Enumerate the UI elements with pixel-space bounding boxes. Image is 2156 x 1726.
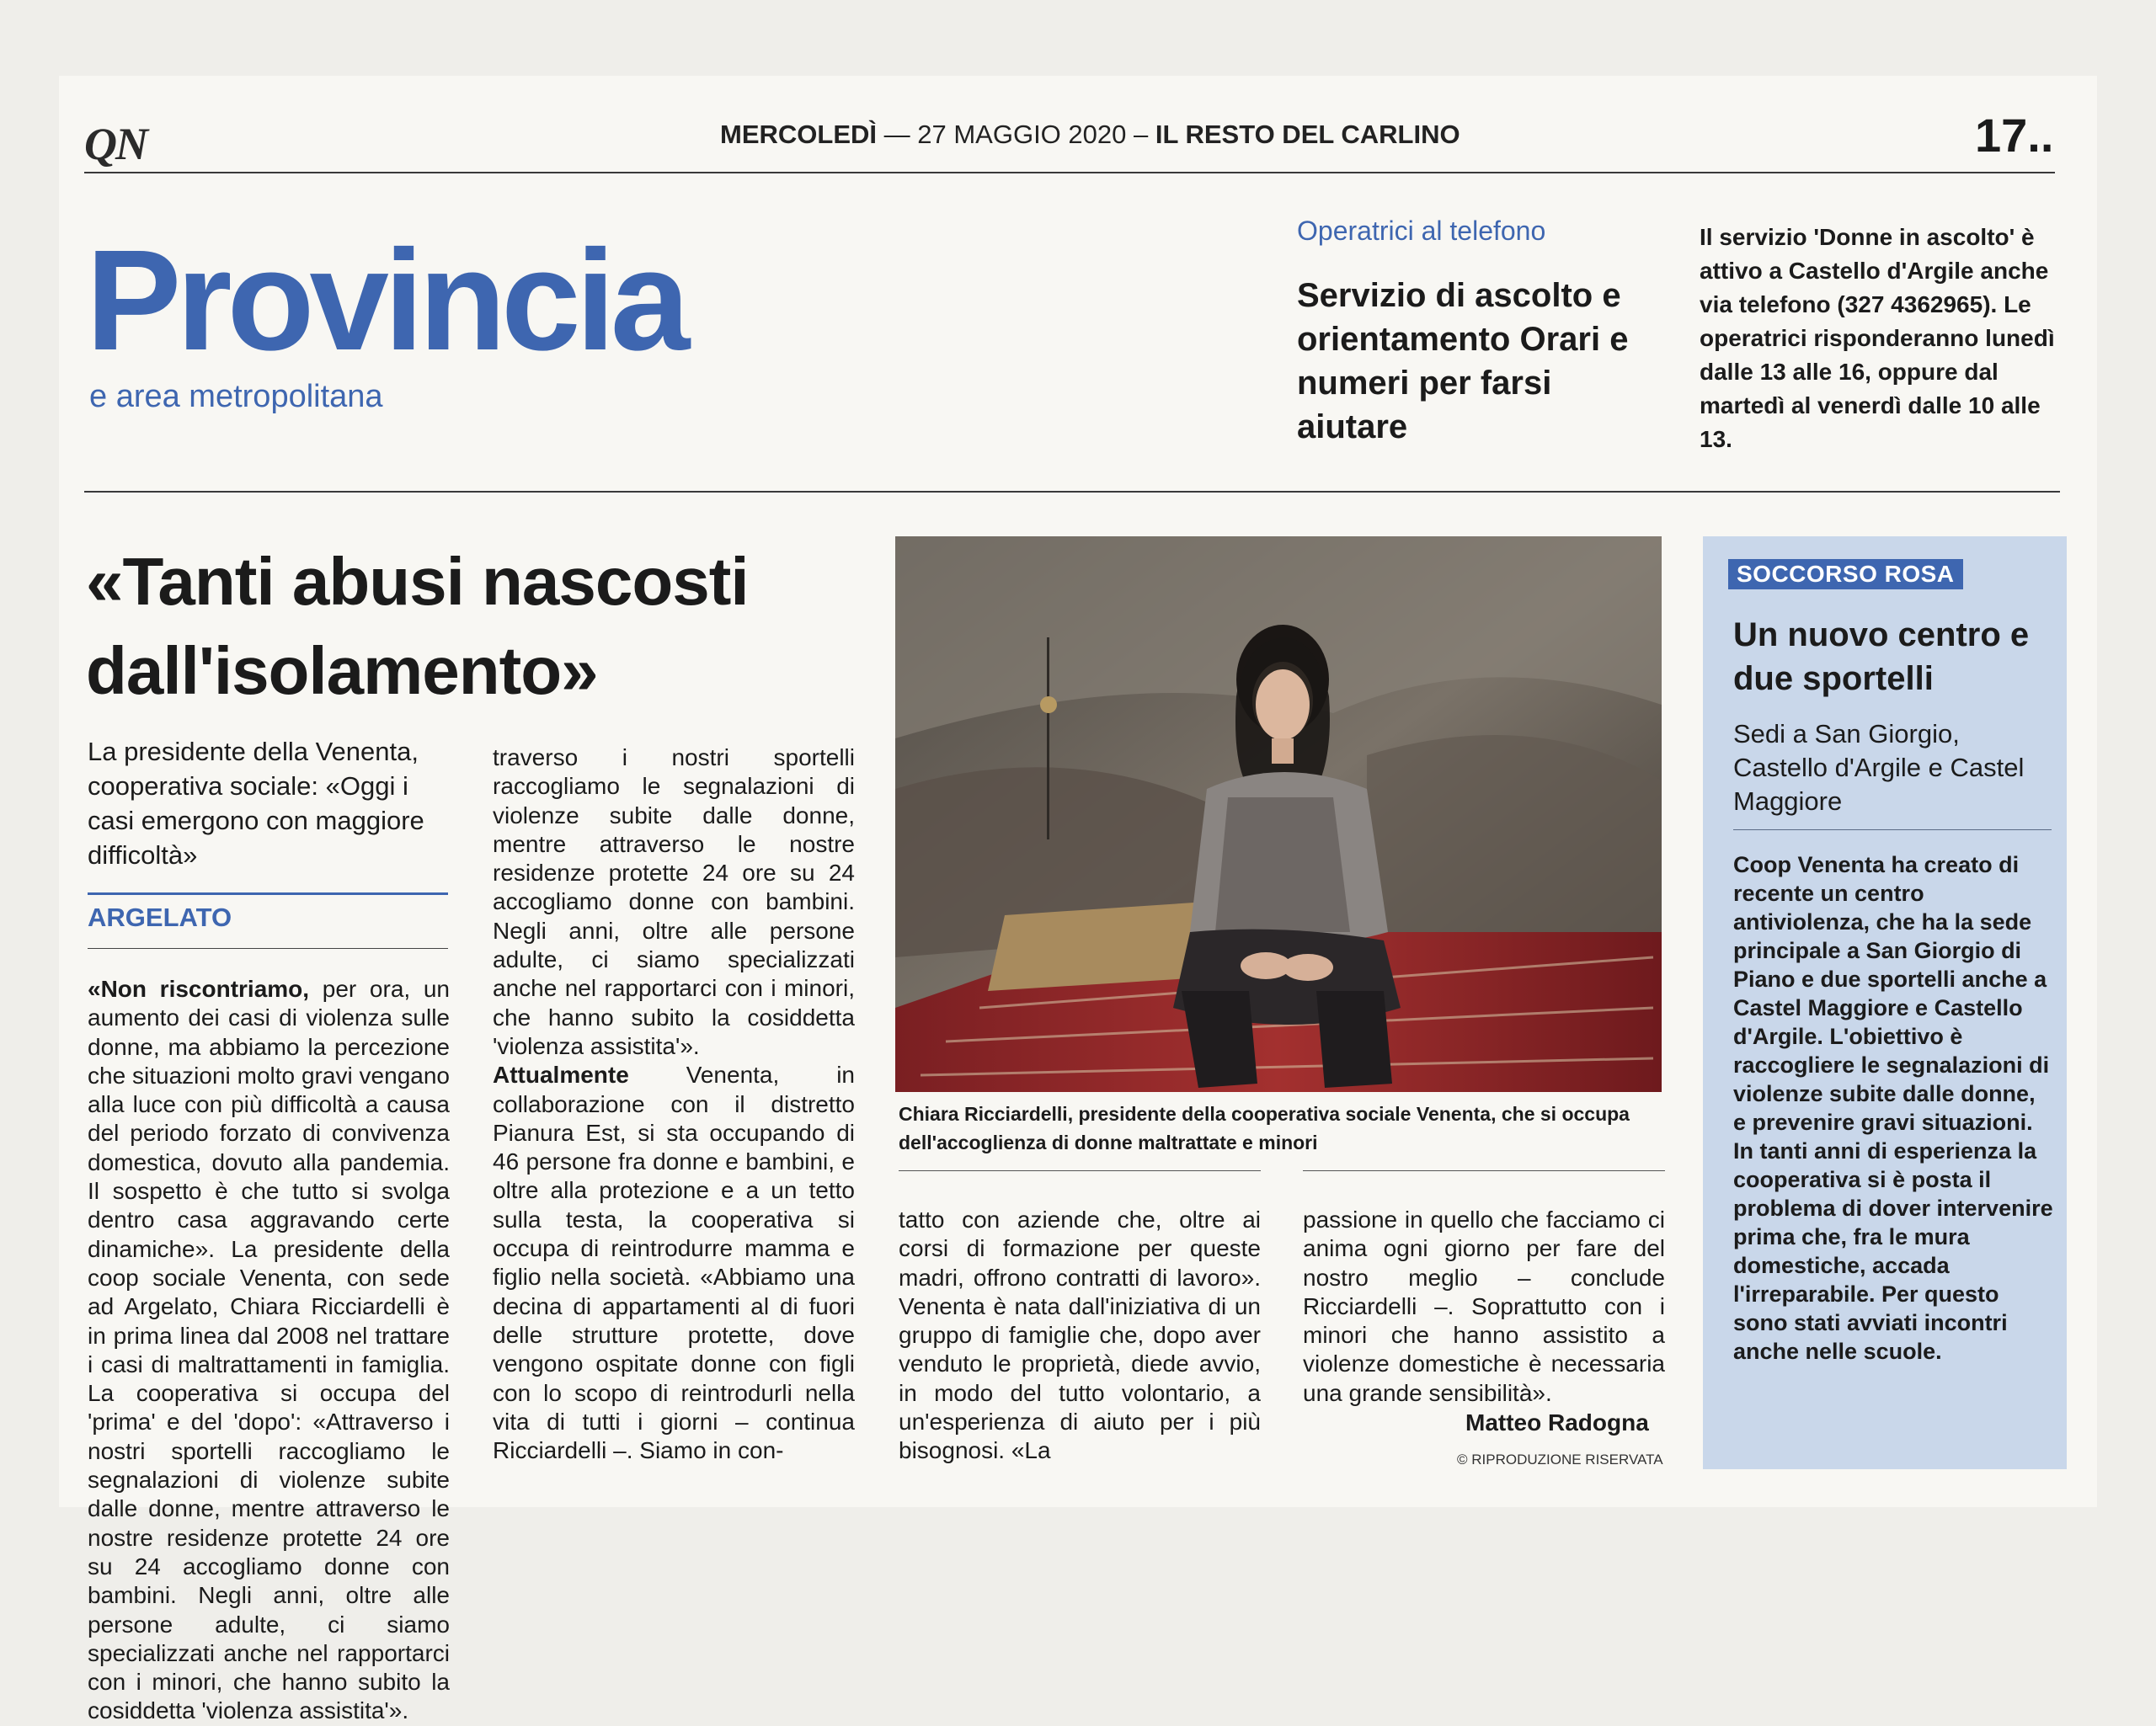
article-column-3-text: tatto con aziende che, oltre ai corsi di formazione per queste madri, offrono contratti di lavoro». Venenta è nata dall'iniziativa di un gruppo di famiglie che, dopo aver venduto le proprietà, diede avvio, in modo del tutto volontario, a un'esperienza di aiuto per i più bisognosi. «La	[899, 1207, 1261, 1464]
article-headline: «Tanti abusi nascosti dall'isolamento»	[86, 544, 749, 708]
sidebar-title: Un nuovo centro e due sportelli	[1733, 616, 2030, 697]
article-column-3	[899, 1206, 1261, 1466]
article-deck: La presidente della Venenta, cooperativa sociale: «Oggi i casi emergono con maggiore difficoltà»	[88, 737, 424, 870]
article-place: ARGELATO	[88, 903, 232, 932]
qn-logo: QN	[84, 119, 147, 169]
info-kicker: Operatrici al telefono	[1297, 216, 1546, 246]
info-text: Il servizio 'Donne in ascolto' è attivo a Castello d'Argile anche via telefono (327 4362965). Le operatrici risponderanno lunedì dalle 13 alle 16, oppure dal martedì al venerdì dalle 10 alle 13.	[1700, 224, 2055, 452]
article-lead-2: Attualmente	[493, 1062, 629, 1089]
page-number: 17..	[1975, 109, 2054, 162]
article-column-2: traverso i nostri sportelli raccogliamo le segnalazioni di violenze subite dalle donne, mentre attraverso le nostre residenze protette 24 ore su 24 accogliamo donne con bambini. Negli anni, oltre alle persone adulte, ci siamo specializzati anche nel rapportarci con i minori, che hanno subito la cosiddetta 'violenza assistita'». Attualmente Venenta, in collaborazione con il distretto Pianura Est, si sta occupando di 46 persone fra donne e bambini, e oltre alla protezione e a un tetto sulla testa, la cooperativa si occupa di reintrodurre mamma e figlio nella società. «Abbiamo una decina di appartamenti al di fuori delle strutture protette, dove vengono ospitate donne con figli con lo scopo di reintrodurli nella vita di tutti i giorni – continua Ricciardelli –. Siamo in con-	[493, 744, 855, 1464]
header-rule	[84, 172, 2055, 173]
info-title: Servizio di ascolto e orientamento Orari e numeri per farsi aiutare	[1297, 277, 1629, 445]
dateline-day: MERCOLEDÌ	[720, 120, 877, 149]
article-text-part-1: per ora, un aumento dei casi di violenza sulle donne, ma abbiamo la percezione che situazioni molto gravi vengano alla luce con più difficoltà a causa del periodo forzato di convivenza domestica, dovuto alla pandemia. Il sospetto è che tutto si svolga dentro casa aggravando certe dinamiche». La presidente della coop sociale Venenta, con sede ad Argelato, Chiara Ricciardelli è in prima linea dal 2008 nel trattare i casi di maltrattamenti in famiglia. La cooperativa si occupa del 'prima' e del 'dopo': «Attraverso i nostri sportelli raccogliamo le segnalazioni di violenze subite dalle donne, mentre attraverso le nostre residenze protette 24 ore su 24 accogliamo donne con bambini. Negli anni, oltre alle persone adulte, ci siamo specializzati anche nel rapportarci con i minori, che hanno subito la cosiddetta 'violenza assistita'».	[88, 976, 450, 1724]
sidebar-subtitle: Sedi a San Giorgio, Castello d'Argile e Castel Maggiore	[1733, 719, 2025, 816]
photo-caption: Chiara Ricciardelli, presidente della cooperativa sociale Venenta, che si occupa dell'accoglienza di donne maltrattate e minori	[899, 1103, 1630, 1153]
place-rule	[88, 948, 448, 949]
column-4-rule	[1303, 1170, 1665, 1171]
deck-rule	[88, 892, 448, 895]
sidebar-rule	[1733, 829, 2052, 830]
column-3-rule	[899, 1170, 1261, 1171]
dateline	[720, 120, 1460, 150]
sidebar-body: Coop Venenta ha creato di recente un centro antiviolenza, che ha la sede principale a San Giorgio di Piano e due sportelli anche a Castel Maggiore e Castello d'Argile. L'obiettivo è raccogliere le segnalazioni di violenze subite dalle donne, e prevenire gravi situazioni. In tanti anni di esperienza la cooperativa si è posta il problema di dover intervenire prima che, fra le mura domestiche, accada l'irreparabile. Per questo sono stati avviati incontri anche nelle scuole.	[1733, 852, 2053, 1364]
sidebar-tag: SOCCORSO ROSA	[1728, 559, 1963, 589]
section-rule	[84, 491, 2060, 493]
byline: Matteo Radogna	[1465, 1409, 1649, 1436]
section-subtitle: e area metropolitana	[89, 379, 383, 414]
dateline-separator: —	[883, 120, 918, 149]
article-photo	[895, 536, 1662, 1092]
article-column-1	[88, 975, 450, 1726]
section-title: Provincia	[86, 221, 686, 381]
photo-woman-seated-on-rug	[895, 536, 1662, 1092]
article-column-4-text: passione in quello che facciamo ci anima ogni giorno per fare del nostro meglio – conclude Ricciardelli –. Soprattutto con i minori che hanno assistito a violenze domestiche è necessaria una grande sensibilità».	[1303, 1207, 1665, 1406]
article-lead: «Non riscontriamo,	[88, 976, 310, 1002]
dateline-separator: –	[1134, 120, 1155, 149]
article-column-4	[1303, 1206, 1665, 1408]
dateline-newspaper: IL RESTO DEL CARLINO	[1155, 120, 1460, 149]
article-column-2-text: traverso i nostri sportelli raccogliamo le segnalazioni di violenze subite dalle donne, mentre attraverso le nostre residenze protette 24 ore su 24 accogliamo donne con bambini. Negli anni, oltre alle persone adulte, ci siamo specializzati anche nel rapportarci con i minori, che hanno subito la cosiddetta 'violenza assistita'».	[493, 744, 855, 1059]
dateline-date: 27 MAGGIO 2020	[917, 120, 1127, 149]
copyright-notice: © RIPRODUZIONE RISERVATA	[1457, 1452, 1663, 1468]
